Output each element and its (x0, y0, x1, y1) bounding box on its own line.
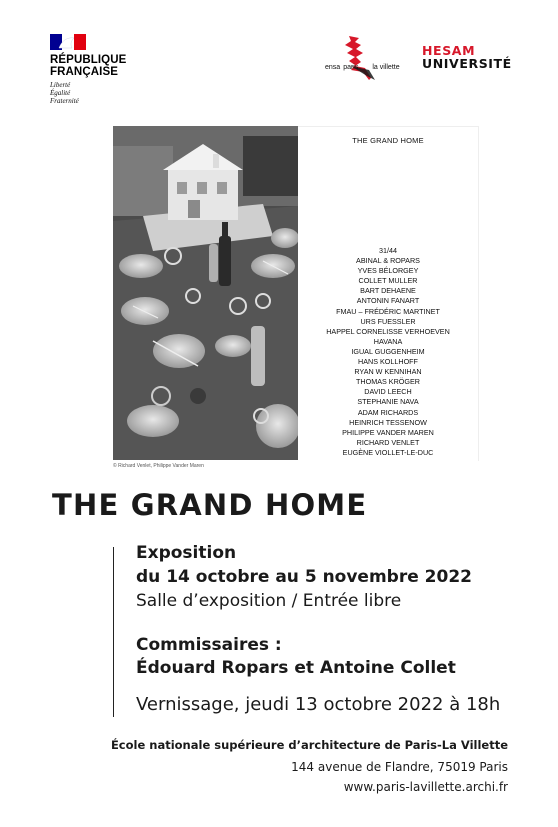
school-website-link[interactable]: www.paris-lavillette.archi.fr (343, 780, 508, 794)
hesam-universite-logo (422, 44, 512, 70)
list-item: PHILIPPE VANDER MAREN (342, 427, 434, 437)
poster-title: THE GRAND HOME (52, 488, 368, 522)
universite-line: UNIVERSITÉ (422, 56, 512, 71)
ensa-word: ensa (325, 64, 341, 71)
commissaires-names: Édouard Ropars et Antoine Collet (136, 658, 456, 678)
list-item: HAPPEL CORNELISSE VERHOEVEN (326, 326, 450, 336)
list-item: HANS KOLLHOFF (358, 357, 418, 367)
list-item: ANTONIN FANART (356, 296, 420, 306)
rf-motto (50, 81, 150, 105)
la-villette-word: la villette (372, 64, 400, 71)
names-panel (298, 126, 479, 461)
hesam-line: HESAM (422, 43, 476, 58)
commissaires-label: Commissaires : (136, 635, 282, 655)
panel-title: THE GRAND HOME (352, 136, 424, 145)
motto-liberte: Liberté (50, 81, 71, 89)
list-item: COLLET MULLER (358, 276, 418, 286)
list-item: HEINRICH TESSENOW (349, 417, 427, 427)
exhibition-venue: Salle d’exposition / Entrée libre (136, 591, 402, 611)
dinner-table-photo (113, 126, 298, 460)
francaise-line: FRANÇAISE (50, 66, 118, 78)
list-item: YVES BÉLORGEY (357, 266, 419, 276)
list-item: BART DEHAENE (360, 286, 416, 296)
school-name: École nationale supérieure d’architecture de Paris-La Villette (110, 738, 508, 752)
list-item: ADAM RICHARDS (357, 407, 419, 417)
republique-line: RÉPUBLIQUE (50, 54, 127, 66)
ensa-paris-la-villette-logo (325, 36, 425, 82)
participants-list (298, 246, 478, 458)
list-item: STEPHANIE NAVA (357, 397, 419, 407)
vertical-divider (113, 547, 114, 717)
motto-fraternite: Fraternité (50, 97, 79, 105)
list-item: IGUAL GUGGENHEIM (351, 346, 425, 356)
list-item: RICHARD VENLET (356, 437, 420, 447)
ensa-wordmark (325, 64, 403, 71)
republique-francaise-logo (50, 34, 150, 105)
list-item: FMAU – FRÉDÉRIC MARTINET (336, 306, 440, 316)
exposition-heading: Exposition (136, 543, 237, 563)
paris-word: paris (343, 64, 359, 71)
marianne-flag-icon (50, 34, 86, 50)
list-item: THOMAS KRÖGER (356, 377, 420, 387)
motto-egalite: Égalité (50, 89, 71, 97)
list-item: DAVID LEECH (364, 387, 412, 397)
photo-credit: © Richard Venlet, Philippe Vander Maren (113, 463, 204, 469)
exhibition-dates: du 14 octobre au 5 novembre 2022 (136, 567, 472, 587)
list-item: RYAN W KENNIHAN (354, 367, 422, 377)
school-address: 144 avenue de Flandre, 75019 Paris (291, 760, 508, 774)
list-item: 31/44 (379, 246, 397, 255)
list-item: HAVANA (373, 336, 403, 346)
vernissage-text: Vernissage, jeudi 13 octobre 2022 à 18h (136, 694, 501, 715)
list-item: URS FUESSLER (360, 316, 416, 326)
ensa-staircase-icon (325, 36, 425, 82)
list-item: ABINAL & ROPARS (356, 256, 420, 266)
list-item: EUGÈNE VIOLLET-LE-DUC (342, 447, 434, 457)
